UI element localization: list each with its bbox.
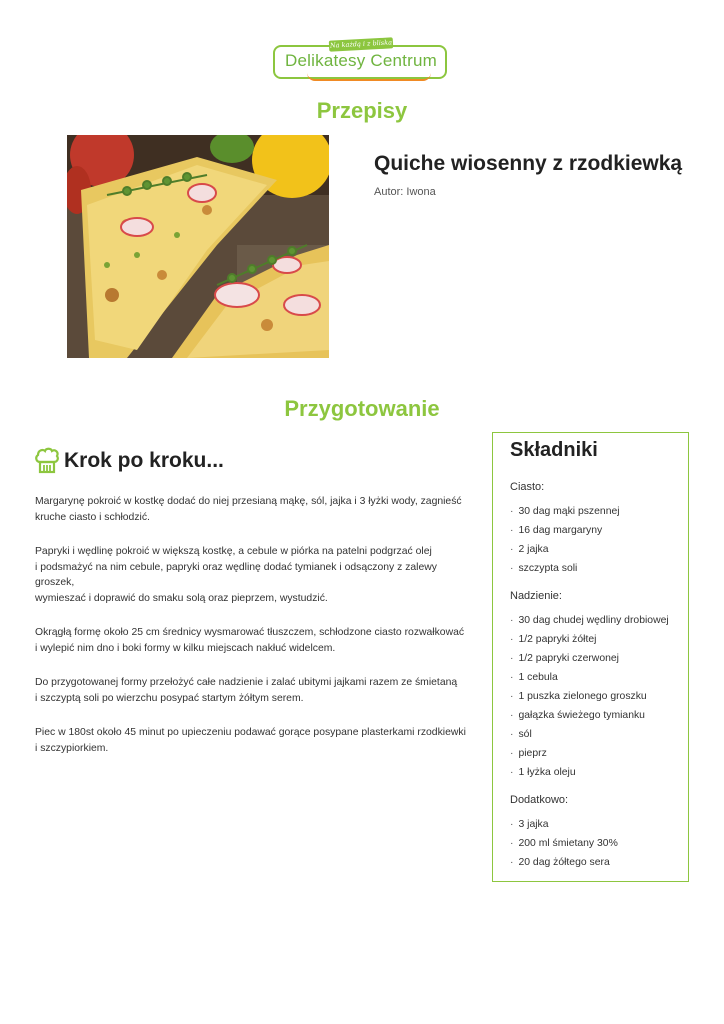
recipe-title: Quiche wiosenny z rzodkiewką [374, 152, 683, 175]
step-4: Do przygotowanej formy przełożyć całe nadzienie i zalać ubitymi jajkami razem ze śmietaną i szczyptą soli po wierzchu posypać startym żółtym serem. [35, 677, 458, 704]
ingredient-item: · 30 dag chudej wędliny drobiowej [510, 611, 685, 630]
ingredient-item: · sól [510, 725, 685, 744]
step-2: Papryki i wędlinę pokroić w większą kostkę, a cebule w piórka na patelni podgrzać olej i podsmażyć na nim cebule, papryki oraz wędlinę dodać tymianek i odsączony z zalewy groszek, wymieszać i doprawić do smaku solą oraz pieprzem, wystudzić. [35, 546, 437, 604]
recipe-photo [67, 135, 329, 358]
ingredients-panel [492, 432, 689, 882]
ingredient-item: · 3 jajka [510, 815, 685, 834]
ingredients-title: Składniki [510, 439, 598, 461]
author-label: Autor: [374, 186, 404, 198]
ingredient-item: · 2 jajka [510, 540, 685, 559]
logo-swoosh [307, 73, 431, 81]
ingredient-group-title: Nadzienie: [510, 590, 562, 602]
ingredient-item: · 1/2 papryki żółtej [510, 630, 685, 649]
ingredient-item: · szczypta soli [510, 559, 685, 578]
step-3: Okrągłą formę około 25 cm średnicy wysmarować tłuszczem, schłodzone ciasto rozwałkować i wylepić nim dno i boki formy w kilku miejscach nakłuć widelcem. [35, 627, 465, 654]
ingredient-list [510, 815, 685, 872]
ingredient-group-title: Dodatkowo: [510, 794, 569, 806]
brand-logo [273, 37, 449, 81]
ingredient-list [510, 502, 685, 578]
preparation-section-title: Przygotowanie [284, 396, 440, 421]
ingredients-groups [510, 481, 685, 884]
quiche-photo-image [67, 135, 329, 358]
ingredient-item: · 1 puszka zielonego groszku [510, 687, 685, 706]
ingredient-item: · 1 cebula [510, 668, 685, 687]
ingredient-item: · 16 dag margaryny [510, 521, 685, 540]
steps-heading-title: Krok po kroku... [64, 449, 224, 472]
author-name: Iwona [406, 186, 436, 198]
ingredient-group-title: Ciasto: [510, 481, 545, 493]
ingredient-item: · 30 dag mąki pszennej [510, 502, 685, 521]
step-1: Margarynę pokroić w kostkę dodać do niej przesianą mąkę, sól, jajka i 3 łyżki wody, zagnieść kruche ciasto i schłodzić. [35, 496, 462, 523]
logo-brand-name: Delikatesy Centrum [285, 51, 437, 70]
chef-hat-icon [35, 446, 59, 474]
step-5: Piec w 180st około 45 minut po upieczeniu podawać gorące posypane plasterkami rzodkiewki i szczypiorkiem. [35, 727, 466, 754]
page-section-title: Przepisy [316, 98, 408, 123]
steps-list [35, 494, 475, 775]
ingredient-list [510, 611, 685, 782]
ingredient-item: · pieprz [510, 744, 685, 763]
ingredient-item: · 20 dag żółtego sera [510, 853, 685, 872]
ingredient-item: · gałązka świeżego tymianku [510, 706, 685, 725]
ingredient-item: · 1 łyżka oleju [510, 763, 685, 782]
logo-tagline: Na każdą i z bliska [329, 37, 393, 51]
recipe-author [374, 186, 436, 198]
ingredient-item: · 200 ml śmietany 30% [510, 834, 685, 853]
ingredient-item: · 1/2 papryki czerwonej [510, 649, 685, 668]
